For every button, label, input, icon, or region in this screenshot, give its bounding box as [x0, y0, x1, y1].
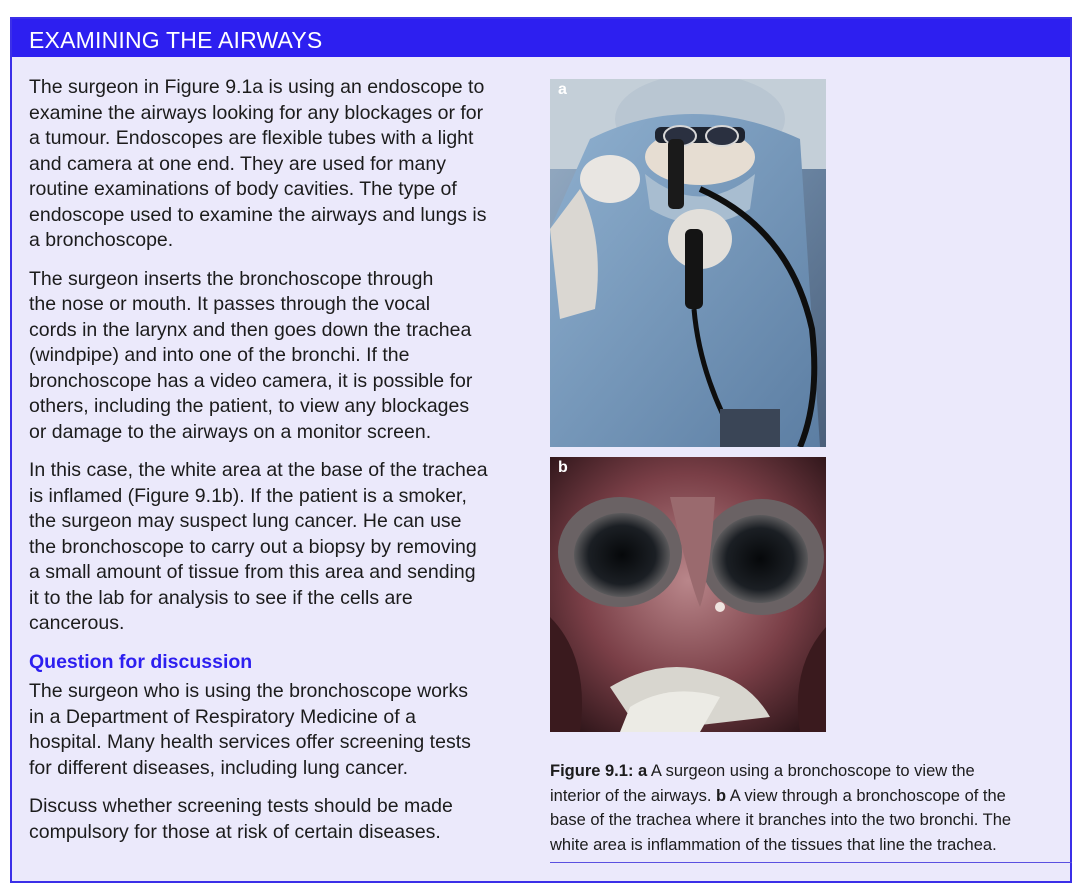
figure-label-b: b	[558, 459, 568, 476]
question-heading: Question for discussion	[29, 650, 253, 673]
figure-photo-b-bronchi	[550, 457, 826, 732]
figure-label-a: a	[558, 81, 567, 98]
question-paragraph-context: The surgeon who is using the bronchoscope works in a Department of Respiratory Medicine of a hospital. Many health services offer screening tests for different diseases, including lung cancer.	[29, 680, 471, 779]
caption-marker-b: b	[715, 786, 727, 805]
figure-photo-a-surgeon	[550, 79, 826, 447]
question-paragraph-discuss: Discuss whether screening tests should be made compulsory for those at risk of certain diseases.	[29, 795, 453, 843]
box-title: EXAMINING THE AIRWAYS	[29, 27, 323, 53]
caption-marker-a: a	[638, 762, 648, 780]
caption-text-b: A view through a bronchoscope of the base of the trachea where it branches into the two bronchi. The white area is inflammation of the tissues that line the trachea.	[550, 786, 1012, 854]
box-header	[12, 19, 1070, 57]
paragraph-endoscope: The surgeon in Figure 9.1a is using an endoscope to examine the airways looking for any blockages or for a tumour. Endoscopes are flexible tubes with a light and camera at one end. They are used for many routine examinations of body cavities. The type of endoscope used to examine the airways and lungs is a bronchoscope.	[29, 76, 487, 251]
caption-figure-label: Figure 9.1:	[550, 762, 634, 780]
examining-airways-box	[10, 17, 1072, 883]
caption-text-a: A surgeon using a bronchoscope to view the interior of the airways.	[550, 762, 975, 805]
figure-caption	[550, 759, 1068, 857]
paragraph-insertion: The surgeon inserts the bronchoscope through the nose or mouth. It passes through the vocal cords in the larynx and then goes down the trachea (windpipe) and into one of the bronchi. If the bronchoscope has a video camera, it is possible for others, including the patient, to view any blockages or damage to the airways on a monitor screen.	[29, 267, 473, 443]
caption-rule	[550, 862, 1072, 863]
text-column	[29, 75, 529, 858]
paragraph-inflammation: In this case, the white area at the base of the trachea is inflamed (Figure 9.1b). If the patient is a smoker, the surgeon may suspect lung cancer. He can use the bronchoscope to carry out a biopsy by removing a small amount of tissue from this area and sending it to the lab for analysis to see if the cells are cancerous.	[29, 459, 488, 634]
